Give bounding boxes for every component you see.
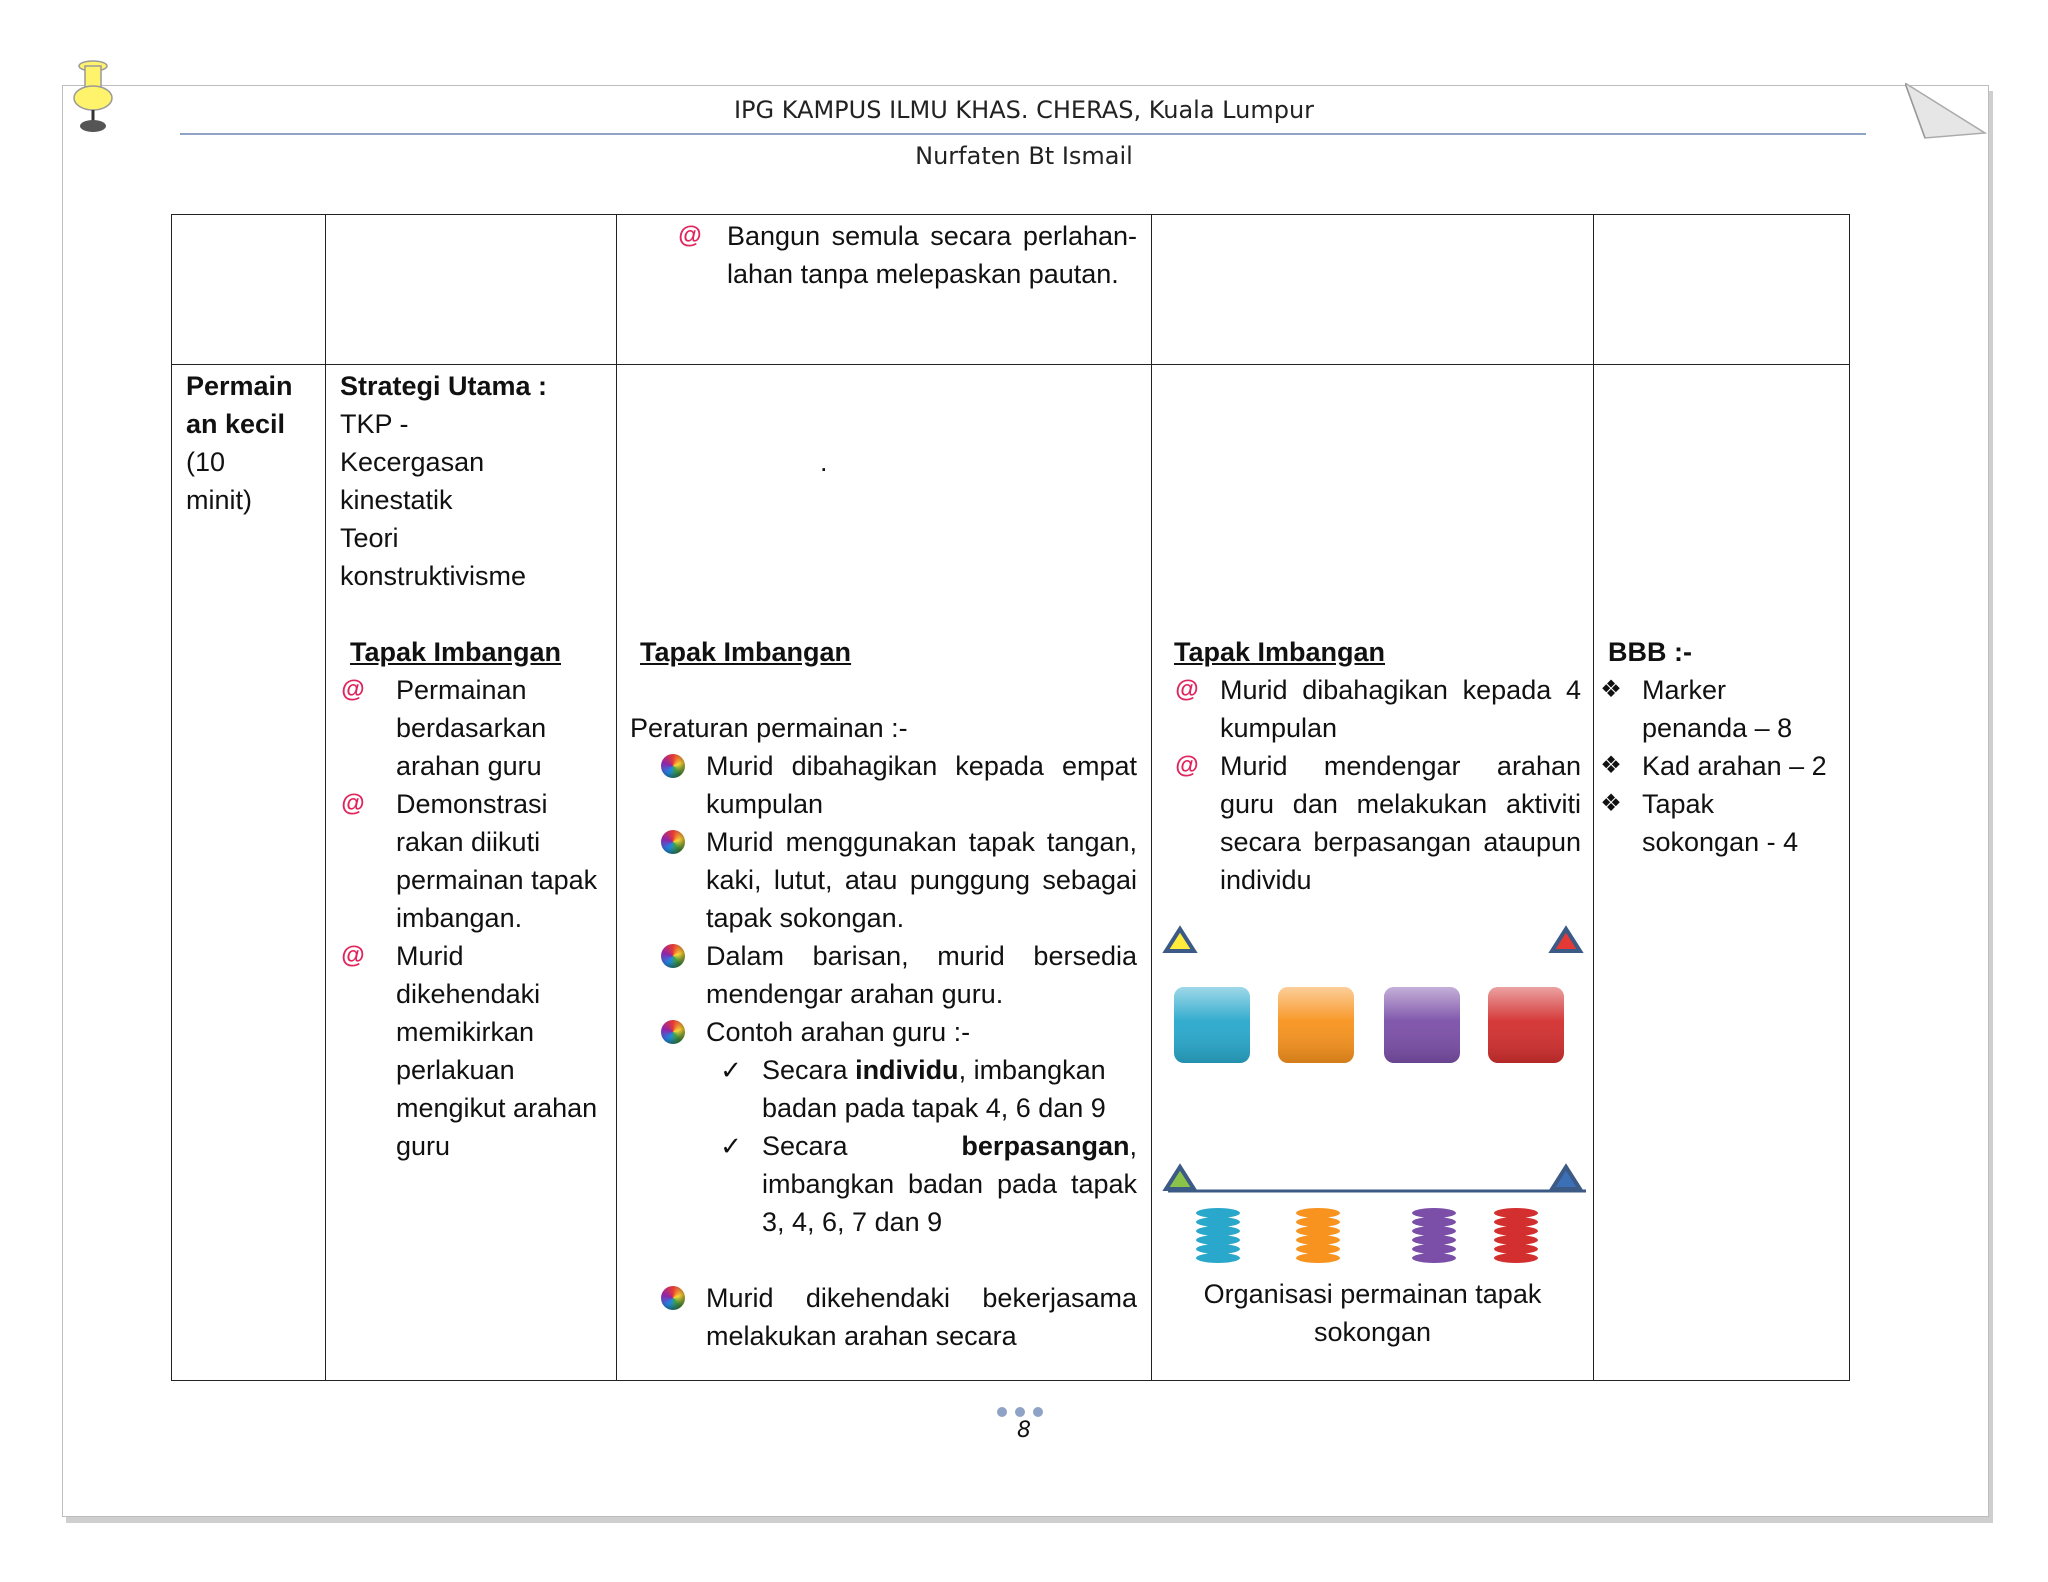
list-item: ❖ Tapak sokongan - 4 — [1598, 785, 1835, 861]
checkmark-icon: ✓ — [720, 1055, 742, 1085]
section-heading: Tapak Imbangan — [640, 637, 852, 667]
marker-blue-icon — [1552, 1167, 1580, 1189]
list-item: Dalam barisan, murid bersedia mendengar arahan guru. — [630, 937, 1137, 1013]
spiral-bullet-icon: @ — [1175, 676, 1199, 703]
list-item: ✓ Secara berpasangan, imbangkan badan pada tapak 3, 4, 6, 7 dan 9 — [630, 1127, 1137, 1241]
footer-dots-icon — [996, 1406, 1052, 1418]
page-number: 8 — [1017, 1418, 1031, 1443]
list-item: @ Murid dikehendaki memikirkan perlakuan mengikut arahan guru — [340, 937, 602, 1165]
diamond-bullet-icon: ❖ — [1600, 752, 1622, 779]
support-pad-cyan — [1174, 987, 1250, 1063]
diamond-bullet-icon: ❖ — [1600, 790, 1622, 817]
strategy-line: Kecergasan — [340, 447, 485, 477]
cell-strategy — [326, 365, 617, 1381]
organisation-diagram — [1154, 901, 1594, 1231]
section-heading: Tapak Imbangan — [1174, 637, 1386, 667]
cell-activity — [172, 365, 326, 1381]
list-item: @ Bangun semula secara perlahan-lahan tanpa melepaskan pautan. — [677, 217, 1137, 293]
cell-materials — [1594, 365, 1850, 1381]
list-item: Murid dibahagikan kepada empat kumpulan — [630, 747, 1137, 823]
marker-green-icon — [1166, 1167, 1194, 1189]
stray-dot: . — [820, 447, 828, 477]
cell-organisation — [1152, 365, 1594, 1381]
spiral-bullet-icon: @ — [1175, 752, 1199, 779]
cell-empty — [1594, 215, 1850, 365]
cell-empty — [172, 215, 326, 365]
activity-title: Permain an kecil — [186, 371, 293, 439]
student-stack-red — [1494, 1226, 1538, 1263]
ball-bullet-icon — [661, 754, 685, 778]
list-item: Murid menggunakan tapak tangan, kaki, lutut, atau punggung sebagai tapak sokongan. — [630, 823, 1137, 937]
spiral-bullet-icon: @ — [341, 676, 365, 703]
cell-continuation — [617, 215, 1152, 365]
diagram-caption: Organisasi permainan tapak sokongan — [1203, 1279, 1542, 1347]
list-item: @ Permainan berdasarkan arahan guru — [340, 671, 602, 785]
lesson-plan-table — [171, 214, 1850, 1381]
strategy-label: Strategi Utama : — [340, 371, 548, 401]
marker-red-icon — [1552, 929, 1580, 951]
cell-empty — [1152, 215, 1594, 365]
section-heading: Tapak Imbangan — [350, 637, 562, 667]
header-divider — [180, 133, 1866, 135]
header-author: Nurfaten Bt Ismail — [915, 142, 1133, 170]
cell-activity-details — [617, 365, 1152, 1381]
list-item: ❖ Marker penanda – 8 — [1598, 671, 1835, 747]
rules-label: Peraturan permainan :- — [630, 713, 908, 743]
list-item: Murid dikehendaki bekerjasama melakukan arahan secara — [630, 1279, 1137, 1355]
strategy-line: Teori — [340, 523, 399, 553]
table-row — [172, 215, 1850, 365]
student-stack-purple — [1412, 1226, 1456, 1263]
list-item: ❖ Kad arahan – 2 — [1598, 747, 1835, 785]
student-stacks-lower — [1154, 1225, 1594, 1275]
list-item: ✓ Secara individu, imbangkan badan pada tapak 4, 6 dan 9 — [630, 1051, 1137, 1127]
list-item: @ Murid mendengar arahan guru dan melakukan aktiviti secara berpasangan ataupun individu — [1174, 747, 1581, 899]
list-item: @ Murid dibahagikan kepada 4 kumpulan — [1174, 671, 1581, 747]
spiral-bullet-icon: @ — [341, 942, 365, 969]
ball-bullet-icon — [661, 1286, 685, 1310]
checkmark-icon: ✓ — [720, 1131, 742, 1161]
spiral-bullet-icon: @ — [341, 790, 365, 817]
student-stack-orange — [1296, 1226, 1340, 1263]
header-institution: IPG KAMPUS ILMU KHAS. CHERAS, Kuala Lumpur — [733, 96, 1315, 124]
ball-bullet-icon — [661, 1020, 685, 1044]
support-pad-purple — [1384, 987, 1460, 1063]
diamond-bullet-icon: ❖ — [1600, 676, 1622, 703]
support-pad-orange — [1278, 987, 1354, 1063]
spiral-bullet-icon: @ — [678, 222, 702, 249]
marker-yellow-icon — [1166, 929, 1194, 951]
student-stack-cyan — [1196, 1226, 1240, 1263]
strategy-line: konstruktivisme — [340, 561, 527, 591]
support-pad-red — [1488, 987, 1564, 1063]
ball-bullet-icon — [661, 944, 685, 968]
list-item: @ Demonstrasi rakan diikuti permainan tapak imbangan. — [340, 785, 602, 937]
strategy-line: TKP - — [340, 409, 409, 439]
activity-time: (10 minit) — [186, 447, 252, 515]
table-row — [172, 365, 1850, 1381]
list-item: Contoh arahan guru :- — [630, 1013, 1137, 1051]
cell-empty — [326, 215, 617, 365]
ball-bullet-icon — [661, 830, 685, 854]
section-heading: BBB :- — [1608, 637, 1692, 667]
strategy-line: kinestatik — [340, 485, 453, 515]
